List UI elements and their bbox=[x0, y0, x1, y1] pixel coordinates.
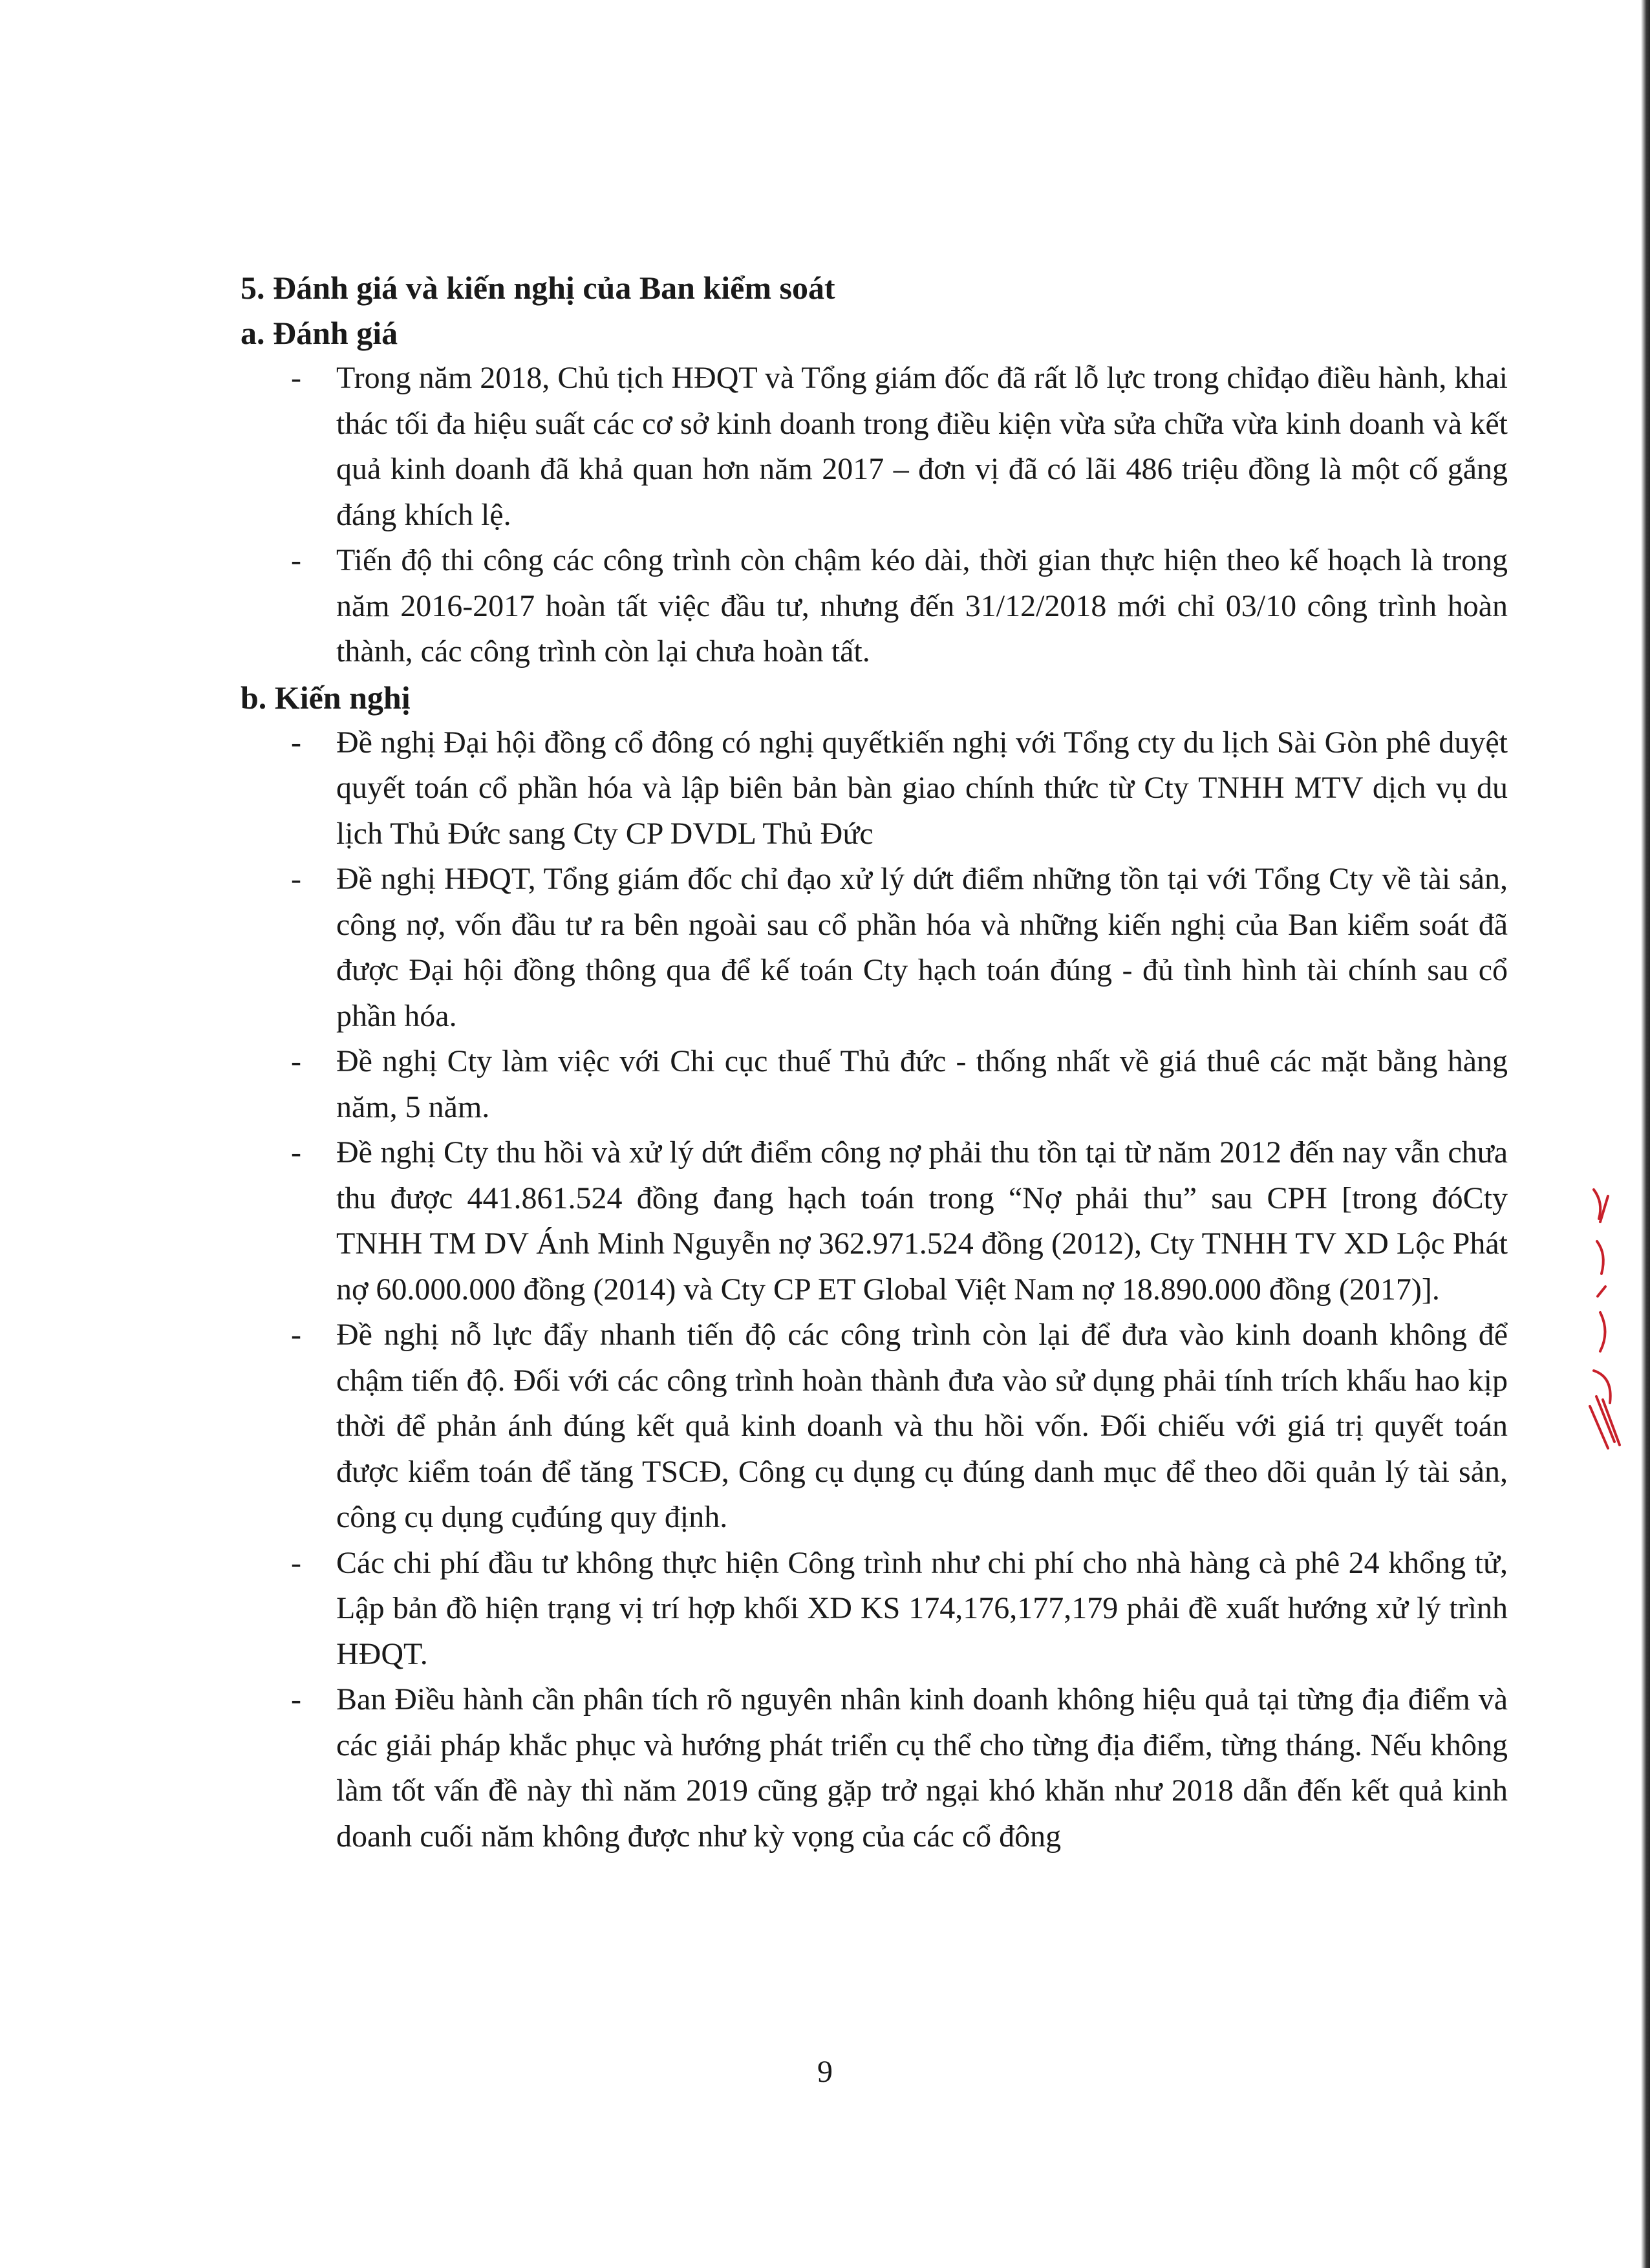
recommendation-item bbox=[241, 720, 1508, 857]
assessment-list bbox=[241, 356, 1508, 675]
scan-page-edge bbox=[1641, 0, 1650, 2268]
recommendation-item bbox=[241, 857, 1508, 1039]
bullet-dash: - bbox=[291, 725, 301, 760]
recommendation-item bbox=[241, 1039, 1508, 1130]
assessment-item-text: Tiến độ thi công các công trình còn chậm kéo dài, thời gian thực hiện theo kế hoạch là trong năm 2016-2017 hoàn tất việc đầu tư, nhưng đến 31/12/2018 mới chỉ 03/10 công trình hoàn thành, các công trình còn lại chưa hoàn tất. bbox=[336, 543, 1508, 669]
bullet-dash: - bbox=[291, 1135, 301, 1170]
bullet-dash: - bbox=[291, 1545, 301, 1580]
bullet-dash: - bbox=[291, 543, 301, 577]
recommendation-item-text: Đề nghị Cty thu hồi và xử lý dứt điểm công nợ phải thu tồn tại từ năm 2012 đến nay vẫn chưa thu được 441.861.524 đồng đang hạch toán trong “Nợ phải thu” sau CPH [trong đóCty TNHH TM DV Ánh Minh Nguyễn nợ 362.971.524 đồng (2012), Cty TNHH TV XD Lộc Phát nợ 60.000.000 đồng (2014) và Cty CP ET Global Việt Nam nợ 18.890.000 đồng (2017)]. bbox=[336, 1135, 1508, 1307]
assessment-item-text: Trong năm 2018, Chủ tịch HĐQT và Tổng giám đốc đã rất lỗ lực trong chỉđạo điều hành, khai thác tối đa hiệu suất các cơ sở kinh doanh trong điều kiện vừa sửa chữa vừa kinh doanh và kết quả kinh doanh đã khả quan hơn năm 2017 – đơn vị đã có lãi 486 triệu đồng là một cố gắng đáng khích lệ. bbox=[336, 361, 1508, 532]
bullet-dash: - bbox=[291, 862, 301, 896]
recommendation-item-text: Các chi phí đầu tư không thực hiện Công trình như chi phí cho nhà hàng cà phê 24 khổng tử, Lập bản đồ hiện trạng vị trí hợp khối XD KS 174,176,177,179 phải đề xuất hướng xử lý trình HĐQT. bbox=[336, 1545, 1508, 1671]
recommendation-item-text: Ban Điều hành cần phân tích rõ nguyên nhân kinh doanh không hiệu quả tại từng địa điểm và các giải pháp khắc phục và hướng phát triển cụ thể cho từng địa điểm, từng tháng. Nếu không làm tốt vấn đề này thì năm 2019 cũng gặp trở ngại khó khăn như 2018 dẫn đến kết quả kinh doanh cuối năm không được như kỳ vọng của các cổ đông bbox=[336, 1682, 1508, 1854]
recommendation-item bbox=[241, 1677, 1508, 1859]
recommendation-item bbox=[241, 1541, 1508, 1678]
recommendation-item-text: Đề nghị nỗ lực đẩy nhanh tiến độ các công trình còn lại để đưa vào kinh doanh không để chậm tiến độ. Đối với các công trình hoàn thành đưa vào sử dụng phải tính trích khấu hao kịp thời để phản ánh đúng kết quả kinh doanh và thu hồi vốn. Đối chiếu với giá trị quyết toán được kiểm toán để tăng TSCĐ, Công cụ dụng cụ đúng danh mục để theo dõi quản lý tài sản, công cụ dụng cụđúng quy định. bbox=[336, 1318, 1508, 1534]
bullet-dash: - bbox=[291, 1682, 301, 1717]
document-body bbox=[241, 265, 1508, 1859]
recommendation-item-text: Đề nghị HĐQT, Tổng giám đốc chỉ đạo xử lý dứt điểm những tồn tại với Tổng Cty về tài sản, công nợ, vốn đầu tư ra bên ngoài sau cổ phần hóa và những kiến nghị của Ban kiểm soát đã được Đại hội đồng thông qua để kế toán Cty hạch toán đúng - đủ tình hình tài chính sau cổ phần hóa. bbox=[336, 862, 1508, 1033]
assessment-item bbox=[241, 538, 1508, 675]
page-number: 9 bbox=[817, 2055, 833, 2089]
seal-stamp-fragment bbox=[1574, 1183, 1626, 1455]
recommendations-title: b. Kiến nghị bbox=[241, 679, 411, 716]
bullet-dash: - bbox=[291, 1318, 301, 1352]
recommendations-list bbox=[241, 720, 1508, 1860]
recommendation-item-text: Đề nghị Cty làm việc với Chi cục thuế Thủ đức - thống nhất về giá thuê các mặt bằng hàng năm, 5 năm. bbox=[336, 1044, 1508, 1124]
bullet-dash: - bbox=[291, 1044, 301, 1078]
assessment-title: a. Đánh giá bbox=[241, 315, 398, 351]
recommendation-item-text: Đề nghị Đại hội đồng cổ đông có nghị quyếtkiến nghị với Tổng cty du lịch Sài Gòn phê duyệt quyết toán cổ phần hóa và lập biên bản bàn giao chính thức từ Cty TNHH MTV dịch vụ du lịch Thủ Đức sang Cty CP DVDL Thủ Đức bbox=[336, 725, 1508, 851]
bullet-dash: - bbox=[291, 361, 301, 395]
recommendation-item bbox=[241, 1312, 1508, 1541]
assessment-item bbox=[241, 356, 1508, 538]
section-title: 5. Đánh giá và kiến nghị của Ban kiểm soát bbox=[241, 270, 835, 306]
recommendation-item bbox=[241, 1130, 1508, 1312]
